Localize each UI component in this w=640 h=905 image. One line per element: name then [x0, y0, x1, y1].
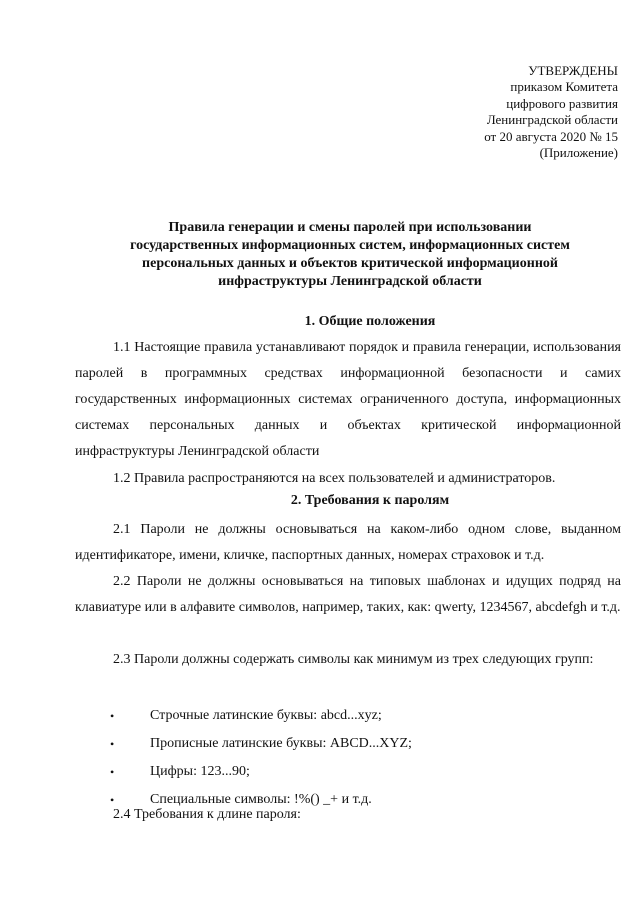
paragraph-1-1: 1.1 Настоящие правила устанавливают порядок и правила генерации, использования паролей в программных средствах информационной безопасности и самих государственных информационных системах ограниченного доступа, информационных системах персональных данных и объектах критической информационной инфраструктуры Ленинградской области: [75, 340, 621, 459]
bullet-icon: •: [110, 793, 115, 807]
list-item: [110, 758, 610, 786]
list-item-text: Строчные латинские буквы: abcd...xyz;: [150, 708, 382, 723]
list-item: [110, 730, 610, 758]
paragraph-2-1: 2.1 Пароли не должны основываться на каком-либо одном слове, выданном идентификаторе, имени, кличке, паспортных данных, номерах страховок и т.д.: [75, 522, 621, 563]
list-item: [110, 702, 610, 730]
approval-date: от 20 августа 2020 № 15: [484, 128, 618, 144]
section-1-heading: 1. Общие положения: [304, 314, 436, 329]
title-line-3: персональных данных и объектов критической информационной: [142, 256, 558, 271]
list-item-text: Прописные латинские буквы: ABCD...XYZ;: [150, 736, 412, 751]
approval-order: приказом Комитета: [510, 79, 618, 95]
title-line-1: Правила генерации и смены паролей при использовании: [168, 220, 532, 235]
paragraph-2-4: 2.4 Требования к длине пароля:: [113, 807, 301, 822]
approval-committee: цифрового развития: [506, 95, 618, 111]
approval-block: [338, 63, 618, 161]
bullet-icon: •: [110, 737, 115, 751]
paragraph-2-3: 2.3 Пароли должны содержать символы как минимум из трех следующих групп:: [113, 652, 594, 667]
paragraph-2-2: 2.2 Пароли не должны основываться на типовых шаблонах и идущих подряд на клавиатуре или в алфавите символов, например, таких, как: qwerty, 1234567, abcdefgh и т.д.: [75, 574, 621, 615]
title-line-2: государственных информационных систем, информационных систем: [130, 238, 570, 253]
title-line-4: инфраструктуры Ленинградской области: [218, 274, 482, 289]
document-title: [100, 219, 600, 291]
section-2-heading: 2. Требования к паролям: [290, 493, 450, 508]
approval-region: Ленинградской области: [486, 112, 618, 128]
list-item-text: Цифры: 123...90;: [150, 764, 250, 779]
character-groups-list: [110, 702, 610, 814]
list-item-text: Специальные символы: !%() _+ и т.д.: [150, 792, 372, 807]
paragraph-1-2: 1.2 Правила распространяются на всех пользователей и администраторов.: [113, 471, 556, 486]
approval-appendix: (Приложение): [539, 145, 618, 161]
bullet-icon: •: [110, 765, 115, 779]
bullet-icon: •: [110, 709, 115, 723]
approval-status: УТВЕРЖДЕНЫ: [528, 63, 618, 78]
